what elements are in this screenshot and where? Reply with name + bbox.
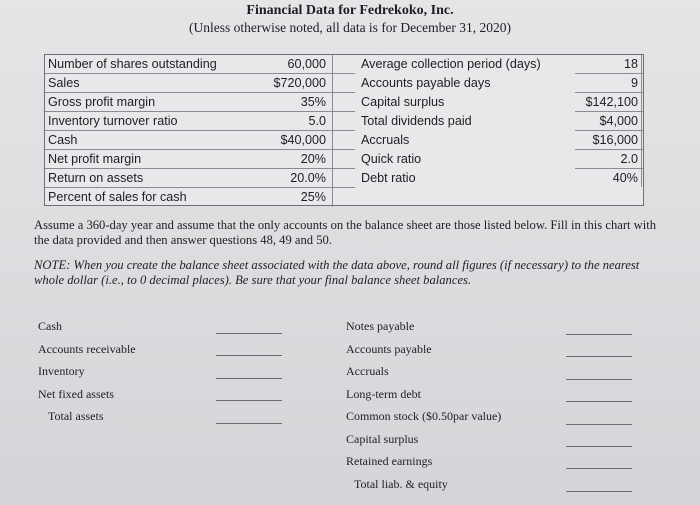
instructions-text: Assume a 360-day year and assume that the only accounts on the balance sheet are those listed below. Fill in this chart with the data provided and then answer questions 48, 49 and 50. xyxy=(34,218,657,247)
value-cash: $40,000 xyxy=(280,133,326,147)
label-gross-profit-margin: Gross profit margin xyxy=(48,95,156,109)
label-accounts-payable-days: Accounts payable days xyxy=(361,76,491,90)
label-cash: Cash xyxy=(48,133,78,147)
net-fixed-assets-answer-blank[interactable] xyxy=(216,400,282,401)
long-term-debt-answer-blank[interactable] xyxy=(566,401,632,402)
value-debt-ratio: 40% xyxy=(612,171,638,185)
assets-list xyxy=(38,318,136,431)
label-avg-collection-period: Average collection period (days) xyxy=(361,57,541,71)
asset-total-label: Total assets xyxy=(48,409,104,423)
label-sales: Sales xyxy=(48,76,80,90)
label-quick-ratio: Quick ratio xyxy=(361,152,422,166)
value-gross-profit-margin: 35% xyxy=(300,95,326,109)
liab-accounts-payable-label: Accounts payable xyxy=(346,341,432,356)
label-shares-outstanding: Number of shares outstanding xyxy=(48,57,217,71)
label-accruals: Accruals xyxy=(361,133,410,147)
inventory-answer-blank[interactable] xyxy=(216,378,282,379)
accounts-payable-answer-blank[interactable] xyxy=(566,356,632,357)
asset-accounts-receivable-label: Accounts receivable xyxy=(38,341,136,356)
value-avg-collection-period: 18 xyxy=(623,57,638,71)
value-accounts-payable-days: 9 xyxy=(630,76,638,90)
label-capital-surplus: Capital surplus xyxy=(361,95,445,109)
capital-surplus-answer-blank[interactable] xyxy=(566,446,632,447)
value-shares-outstanding: 60,000 xyxy=(287,57,326,71)
equity-common-stock-label: Common stock ($0.50par value) xyxy=(346,409,502,423)
label-total-dividends: Total dividends paid xyxy=(361,114,472,128)
liab-long-term-debt-label: Long-term debt xyxy=(346,386,421,401)
column-divider xyxy=(332,55,333,207)
rounding-note: NOTE: When you create the balance sheet associated with the data above, round all figures (if necessary) to the nearest whole dollar (i.e., to 0 decimal places). Be sure that your final balance sheet balances. xyxy=(34,258,640,287)
asset-inventory-label: Inventory xyxy=(38,364,85,378)
label-net-profit-margin: Net profit margin xyxy=(48,152,142,166)
value-sales: $720,000 xyxy=(273,76,326,90)
liab-accruals-label: Accruals xyxy=(346,364,389,378)
label-percent-sales-cash: Percent of sales for cash xyxy=(48,190,187,204)
value-total-dividends: $4,000 xyxy=(599,114,638,128)
asset-net-fixed-assets-label: Net fixed assets xyxy=(38,386,114,401)
equity-capital-surplus-label: Capital surplus xyxy=(346,431,419,446)
common-stock-answer-blank[interactable] xyxy=(566,424,632,425)
liab-equity-total-label: Total liab. & equity xyxy=(354,476,448,491)
accounts-receivable-answer-blank[interactable] xyxy=(216,355,282,356)
liab-notes-payable-label: Notes payable xyxy=(346,319,415,333)
value-quick-ratio: 2.0 xyxy=(620,152,638,166)
equity-retained-earnings-label: Retained earnings xyxy=(346,454,433,468)
value-inventory-turnover: 5.0 xyxy=(308,114,326,128)
label-debt-ratio: Debt ratio xyxy=(361,171,416,185)
label-inventory-turnover: Inventory turnover ratio xyxy=(48,114,178,128)
value-capital-surplus: $142,100 xyxy=(585,95,638,109)
accruals-answer-blank[interactable] xyxy=(566,379,632,380)
document-title: Financial Data for Fedrekoko, Inc. xyxy=(246,3,454,18)
financial-data-table xyxy=(44,54,644,206)
total-assets-answer-blank[interactable] xyxy=(216,423,282,424)
column-divider xyxy=(641,55,642,187)
document-subtitle: (Unless otherwise noted, all data is for December 31, 2020) xyxy=(188,20,512,35)
liabilities-equity-list xyxy=(346,318,501,498)
cash-answer-blank[interactable] xyxy=(216,333,282,334)
notes-payable-answer-blank[interactable] xyxy=(566,334,632,335)
value-accruals: $16,000 xyxy=(592,133,638,147)
value-percent-sales-cash: 25% xyxy=(300,190,326,204)
value-return-on-assets: 20.0% xyxy=(290,171,326,185)
value-net-profit-margin: 20% xyxy=(300,152,326,166)
retained-earnings-answer-blank[interactable] xyxy=(566,468,632,469)
asset-cash-label: Cash xyxy=(38,319,62,333)
total-liab-equity-answer-blank[interactable] xyxy=(566,491,632,492)
label-return-on-assets: Return on assets xyxy=(48,171,144,185)
